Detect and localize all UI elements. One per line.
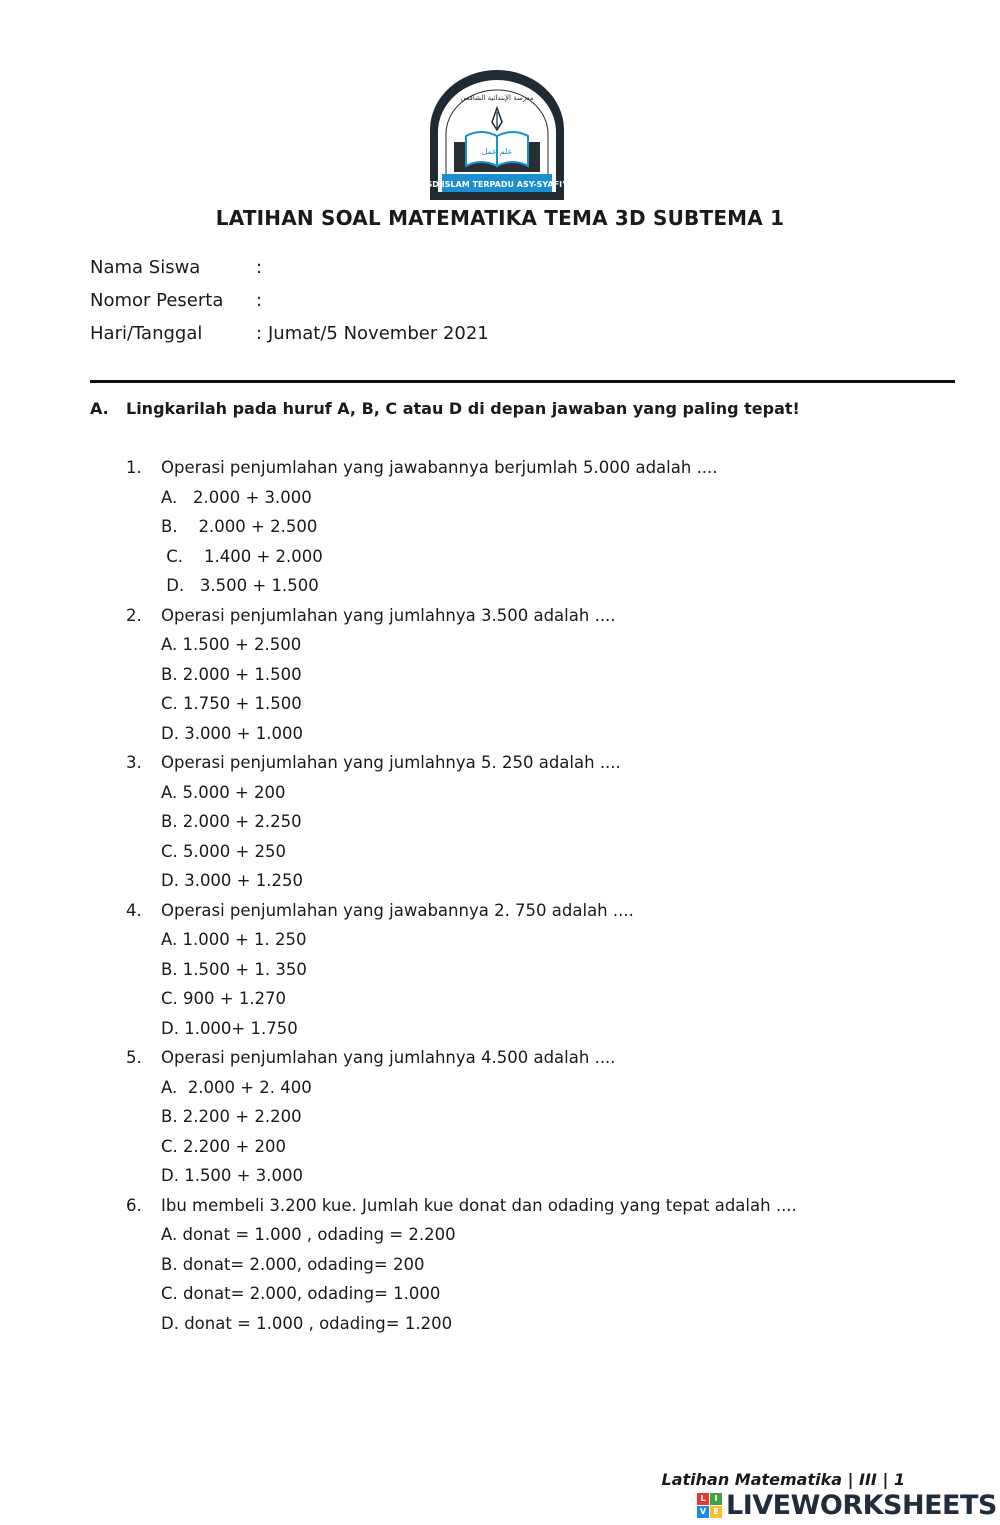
question-number: 6.	[126, 1196, 142, 1215]
question-number: 5.	[126, 1048, 142, 1067]
question-number: 3.	[126, 753, 142, 772]
question-number: 1.	[126, 458, 142, 477]
brand-letter: L	[697, 1493, 709, 1505]
answer-option[interactable]: A. 2.000 + 2. 400	[161, 1078, 312, 1097]
answer-option[interactable]: B. 2.000 + 2.500	[161, 517, 318, 536]
svg-text:SD ISLAM TERPADU ASY-SYAFI'I: SD ISLAM TERPADU ASY-SYAFI'I	[426, 180, 568, 189]
name-label: Nama Siswa	[90, 257, 201, 278]
question-number: 4.	[126, 901, 142, 920]
brand-mark-icon	[697, 1493, 722, 1518]
section-letter: A.	[90, 399, 109, 418]
question-text: Operasi penjumlahan yang jawabannya berjumlah 5.000 adalah ....	[161, 458, 718, 477]
date-colon: :	[256, 323, 263, 344]
section-instruction: Lingkarilah pada huruf A, B, C atau D di depan jawaban yang paling tepat!	[126, 399, 800, 418]
answer-option[interactable]: B. 2.000 + 2.250	[161, 812, 302, 831]
participant-number-label: Nomor Peserta	[90, 290, 224, 311]
answer-option[interactable]: B. 1.500 + 1. 350	[161, 960, 307, 979]
answer-option[interactable]: D. 3.000 + 1.000	[161, 724, 303, 743]
question-number: 2.	[126, 606, 142, 625]
answer-option[interactable]: C. donat= 2.000, odading= 1.000	[161, 1284, 441, 1303]
liveworksheets-brand[interactable]	[697, 1488, 997, 1522]
answer-option[interactable]: A. 1.500 + 2.500	[161, 635, 302, 654]
date-label: Hari/Tanggal	[90, 323, 203, 344]
answer-option[interactable]: A. 5.000 + 200	[161, 783, 286, 802]
question-text: Operasi penjumlahan yang jumlahnya 5. 250 adalah ....	[161, 753, 621, 772]
brand-word: LIVEWORKSHEETS	[726, 1489, 997, 1521]
page-title: LATIHAN SOAL MATEMATIKA TEMA 3D SUBTEMA 1	[215, 206, 785, 230]
answer-option[interactable]: C. 5.000 + 250	[161, 842, 287, 861]
divider	[90, 380, 955, 383]
answer-option[interactable]: D. 3.500 + 1.500	[161, 576, 319, 595]
answer-option[interactable]: C. 1.750 + 1.500	[161, 694, 302, 713]
answer-option[interactable]: A. 2.000 + 3.000	[161, 488, 312, 507]
school-logo	[426, 70, 568, 202]
answer-option[interactable]: A. 1.000 + 1. 250	[161, 930, 307, 949]
answer-option[interactable]: C. 1.400 + 2.000	[161, 547, 323, 566]
answer-option[interactable]: D. 1.000+ 1.750	[161, 1019, 298, 1038]
question-text: Operasi penjumlahan yang jawabannya 2. 750 adalah ....	[161, 901, 634, 920]
answer-option[interactable]: D. 3.000 + 1.250	[161, 871, 303, 890]
brand-letter: E	[710, 1506, 722, 1518]
answer-option[interactable]: B. donat= 2.000, odading= 200	[161, 1255, 425, 1274]
answer-option[interactable]: C. 2.200 + 200	[161, 1137, 287, 1156]
answer-option[interactable]: B. 2.200 + 2.200	[161, 1107, 302, 1126]
participant-number-colon: :	[256, 290, 263, 311]
question-text: Ibu membeli 3.200 kue. Jumlah kue donat dan odading yang tepat adalah ....	[161, 1196, 797, 1215]
answer-option[interactable]: C. 900 + 1.270	[161, 989, 287, 1008]
question-text: Operasi penjumlahan yang jumlahnya 4.500 adalah ....	[161, 1048, 616, 1067]
question-text: Operasi penjumlahan yang jumlahnya 3.500 adalah ....	[161, 606, 616, 625]
brand-letter: V	[697, 1506, 709, 1518]
answer-option[interactable]: B. 2.000 + 1.500	[161, 665, 302, 684]
answer-option[interactable]: D. donat = 1.000 , odading= 1.200	[161, 1314, 453, 1333]
page-footer-label: Latihan Matematika | III | 1	[661, 1470, 905, 1489]
answer-option[interactable]: D. 1.500 + 3.000	[161, 1166, 303, 1185]
name-colon: :	[256, 257, 263, 278]
brand-letter: I	[710, 1493, 722, 1505]
svg-text:مدرسة الإبتدائية الشافعي: مدرسة الإبتدائية الشافعي	[460, 94, 534, 102]
date-value: Jumat/5 November 2021	[268, 323, 489, 344]
answer-option[interactable]: A. donat = 1.000 , odading = 2.200	[161, 1225, 456, 1244]
svg-text:علم عمل: علم عمل	[481, 147, 513, 156]
